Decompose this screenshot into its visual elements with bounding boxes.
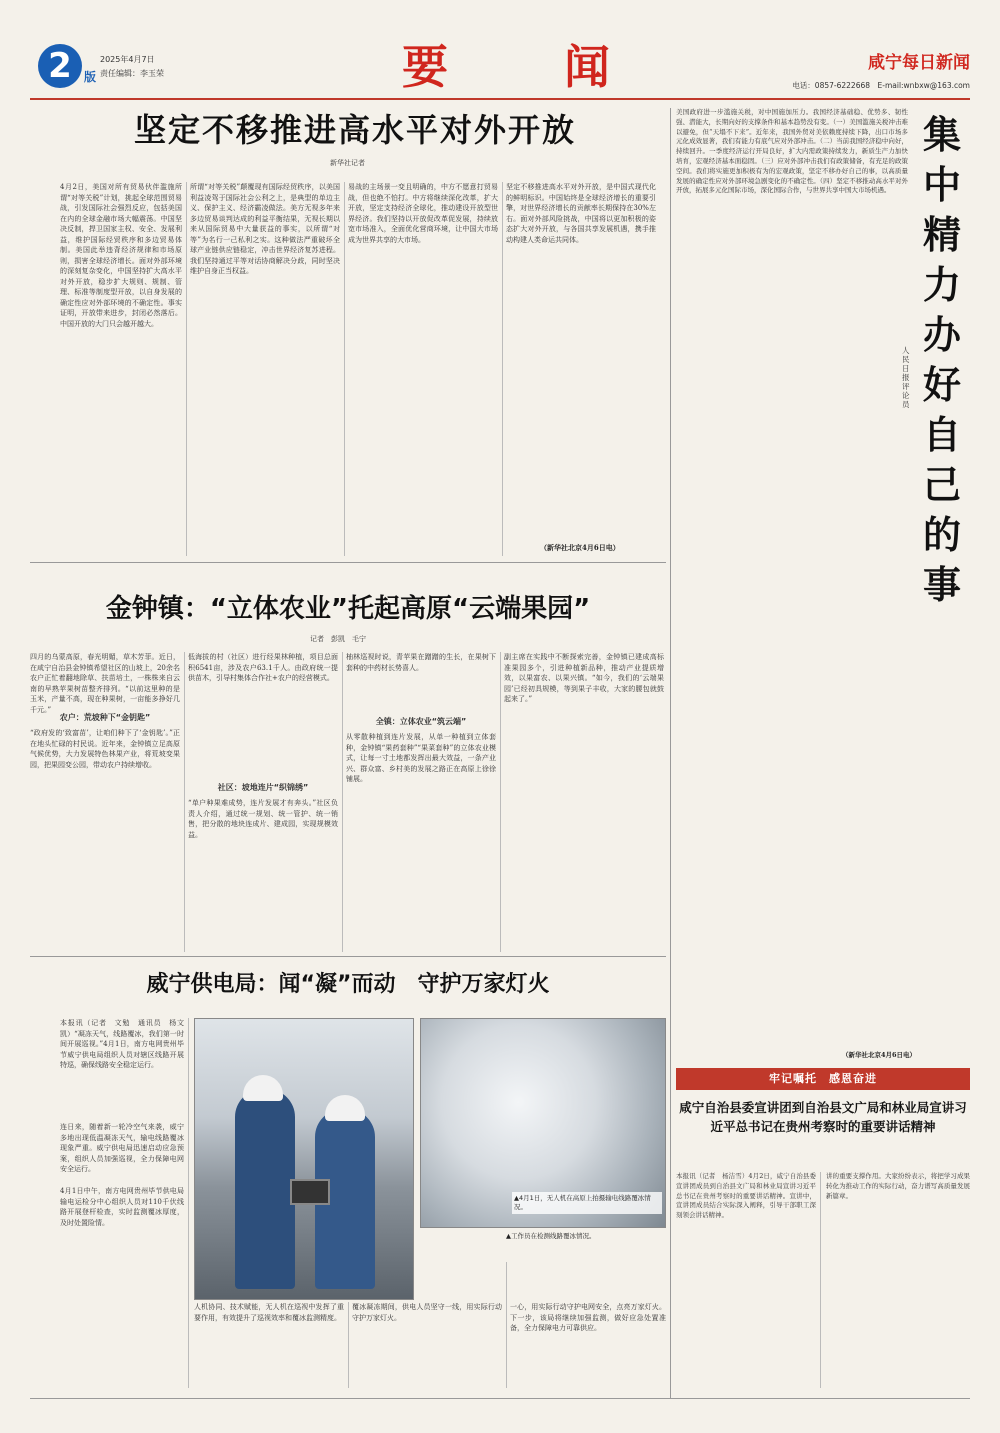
article-column: “单户种果难成势，连片发展才有奔头。”社区负责人介绍，通过统一规划、统一管护、统一销售，把分散的地块连成片、建成园，实现规模效益。 — [188, 799, 338, 839]
article-byline: 新华社记者 — [330, 159, 365, 167]
article-byline: 记者 彭凯 毛宁 — [310, 635, 366, 643]
masthead-rule — [30, 98, 970, 100]
page-number-badge: 2 — [38, 44, 82, 88]
article-column: 低海拔的村（社区）进行经果林种植，项目总面积6541亩，涉及农户63.1千人。由政府统一提供苗木，引导村集体合作社+农户的经营模式。 — [188, 653, 338, 682]
issue-date: 2025年4月7日 — [100, 55, 155, 64]
article-column: 所谓“对等关税”颠覆现有国际经贸秩序，以美国利益凌驾于国际社会公利之上，是典型的单边主义、保护主义、经济霸凌做法。美方无视多年来多边贸易谈判达成的利益平衡结果，无视长期以来从国际贸易中大量获益的事实，以所谓“对等”为名行一己私利之实。这种做法严重破坏全球产业链供应链稳定，冲击世界经济复苏进程。我们坚持通过平等对话协商解决分歧，同时坚决维护自身正当权益。 — [190, 183, 340, 275]
column-divider — [344, 182, 345, 556]
article-column: 副主席在实践中不断探索完善，金钟镇已建成高标准果园多个，引进种植新品种，推动产业提质增效，以果富农、以果兴镇。“如今，我们的‘云端果园’已经初具规模，等到果子丰收，大家的腰包就鼓起来了。” — [504, 653, 664, 703]
photo-caption: ▲工作员在检测线路覆冰情况。 — [506, 1232, 596, 1240]
article-column: 柚林巡视时说，青苹果在蹭蹭的生长，在果树下套种的中药材长势喜人。 — [346, 653, 496, 672]
article-column: 4月1日中午，南方电网贵州毕节供电局输电运检分中心组织人员对110千伏线路开展登杆检查，实时监测覆冰厚度，及时处置险情。 — [60, 1187, 184, 1227]
article-headline: 咸宁自治县委宣讲团到自治县文广局和林业局宣讲习近平总书记在贵州考察时的重要讲话精神 — [679, 1100, 967, 1134]
article-column: “政府发的‘致富苗’，让咱们种下了‘金钥匙’。”正在地头忙碌的村民说。近年来，金钟镇立足高原气候优势，大力发展特色林果产业，将荒坡变果园，把果园变公园，带动农户持续增收。 — [30, 729, 180, 769]
column-divider — [342, 652, 343, 952]
article-column: 连日来，随着新一轮冷空气来袭，威宁多地出现低温凝冻天气，输电线路覆冰现象严重。威宁供电局迅速启动应急预案，组织人员加强巡视，全力保障电网安全运行。 — [60, 1123, 184, 1173]
commentary-body: 美国政府进一步滥施关税，对中国施加压力。我国经济基础稳、优势多、韧性强、潜能大，长期向好的支撑条件和基本趋势没有变。（一）美国滥施关税冲击难以避免，但“天塌不下来”。近年来，我国外贸对美依赖度持续下降，出口市场多元化成效显著，我们有能力有底气应对外部冲击。（二）当前我国经济稳中向好，持续回升。一季度经济运行开局良好，扩大内需政策持续发力，新质生产力加快培育，宏观经济基本面稳固。（三）应对外部冲击我们有政策储备，有充足的政策空间。我们将实施更加积极有为的宏观政策，坚定不移办好自己的事，以高质量发展的确定性应对外部环境急剧变化的不确定性。（四）坚定不移推动高水平对外开放，拓展多元化国际市场，深化国际合作，与世界共享中国大市场机遇。 — [676, 108, 908, 195]
article-column: 讲的重要支撑作用。大家纷纷表示，将把学习成果转化为推动工作的实际行动，奋力谱写高质量发展新篇章。 — [826, 1172, 970, 1200]
paper-name: 咸宁每日新闻 — [868, 53, 970, 73]
section-title: 要 闻 — [402, 40, 618, 94]
article-column: 人机协同、技术赋能，无人机在巡视中发挥了重要作用，有效提升了巡视效率和覆冰监测精度。 — [194, 1303, 344, 1322]
column-divider — [348, 1302, 349, 1388]
masthead — [30, 40, 970, 96]
commentary-signoff: （新华社北京4月6日电） — [842, 1051, 917, 1059]
news-photo-workers — [194, 1018, 414, 1300]
column-divider — [184, 652, 185, 952]
article-subhead: 全镇：立体农业“筑云端” — [375, 717, 467, 726]
helmet-icon — [325, 1095, 365, 1121]
article-column: 一心，用实际行动守护电网安全，点亮万家灯火。下一步，该局将继续加强监测，做好应急处置准备，全力保障电力可靠供应。 — [510, 1303, 666, 1332]
section-divider — [30, 562, 666, 563]
article-column: 易战的主场景一变且明确的，中方不愿意打贸易战，但也绝不怕打。中方将继续深化改革，扩大开放，坚定支持经济全球化，推动建设开放型世界经济。我们坚持以开放促改革促发展，持续放宽市场准入，全面优化营商环境，让中国大市场成为世界共享的大市场。 — [348, 183, 498, 244]
article-subhead: 社区：坡地连片“织锦绣” — [217, 783, 309, 792]
column-divider — [820, 1172, 821, 1388]
column-divider — [502, 182, 503, 556]
column-divider — [500, 652, 501, 952]
article-headline: 威宁供电局：闻“凝”而动 守护万家灯火 — [146, 972, 550, 997]
photo-caption: ▲4月1日，无人机在高原上拍摄输电线路覆冰情况。 — [512, 1192, 662, 1214]
contact-line: 电话：0857-6222668 E-mail:wnbxw@163.com — [792, 81, 970, 90]
article-column: 四月的乌蒙高原，春光明媚，草木芳菲。近日，在咸宁自治县金钟镇希望社区的山坡上，20余名农户正忙着翻地除草、扶苗培土，一株株来自云南的早熟苹果树苗整齐排列。“以前这里种的是玉米，产量不高，现在种果树，一亩能多挣好几千元。” — [30, 653, 180, 714]
article-column: 覆冰凝冻期间，供电人员坚守一线，用实际行动守护万家灯火。 — [352, 1303, 502, 1322]
sidebar-divider — [670, 108, 671, 1398]
worker-figure — [235, 1089, 295, 1289]
article-signoff: （新华社北京4月6日电） — [540, 543, 620, 552]
page-bottom-rule — [30, 1398, 970, 1399]
article-headline: 金钟镇：“立体农业”托起高原“云端果园” — [105, 594, 591, 624]
helmet-icon — [243, 1075, 283, 1101]
column-divider — [188, 1018, 189, 1388]
article-lead: 本报讯（记者 文勉 通讯员 杨文凯）“凝冻天气，线路覆冰，我们第一时间开展巡视。”4月1日，南方电网贵州毕节威宁供电局组织人员对辖区线路开展特巡，确保线路安全稳定运行。 — [60, 1019, 184, 1069]
article-subhead: 农户：荒坡种下“金钥匙” — [59, 713, 151, 722]
article-column: 本报讯（记者 杨洁雪）4月2日，咸宁自治县委宣讲团成员到自治县文广局和林业局宣讲习近平总书记在贵州考察时的重要讲话精神。宣讲中，宣讲团成员结合实际深入阐释，引导干部职工深刻领会讲话精神。 — [676, 1172, 816, 1220]
editor-line: 责任编辑：李玉荣 — [100, 69, 164, 78]
column-divider — [506, 1262, 507, 1388]
commentary-headline: 集中精力办好自己的事 — [922, 113, 961, 607]
article-column: 4月2日，美国对所有贸易伙伴滥施所谓“对等关税”计划，挑起全球范围贸易战，引发国际社会强烈反应，包括美国在内的全球金融市场大幅震荡。中国坚决反制，捍卫国家主权、安全、发展利益，维护国际经贸秩序和多边贸易体制。美国此举违背经济规律和市场原则，损害全球经济增长。面对外部环境的深刻复杂变化，中国坚持扩大高水平对外开放，稳步扩大规则、规制、管理、标准等制度型开放，以自身发展的确定性应对外部环境的不确定性。事实证明，开放带来进步，封闭必然落后。中国开放的大门只会越开越大。 — [60, 183, 182, 328]
commentary-source: 人民日报评论员 — [902, 346, 910, 409]
page-number-suffix: 版 — [84, 70, 97, 84]
article-column: 从零散种植到连片发展，从单一种植到立体套种，金钟镇“果药套种”“果菜套种”的立体农业模式，让每一寸土地都发挥出最大效益，一条产业兴、群众富、乡村美的发展之路正在高原上徐徐铺展。 — [346, 733, 496, 783]
tablet-icon — [290, 1179, 330, 1205]
column-divider — [186, 182, 187, 556]
article-column: 坚定不移推进高水平对外开放，是中国式现代化的鲜明标识。中国始终是全球经济增长的重要引擎，对世界经济增长的贡献率长期保持在30%左右。面对外部风险挑战，中国将以更加积极的姿态扩大对外开放，与各国共享发展机遇，携手推动构建人类命运共同体。 — [506, 183, 656, 244]
campaign-banner: 牢记嘱托 感恩奋进 — [676, 1068, 970, 1090]
article-headline: 坚定不移推进高水平对外开放 — [133, 111, 576, 149]
section-divider — [30, 956, 666, 957]
